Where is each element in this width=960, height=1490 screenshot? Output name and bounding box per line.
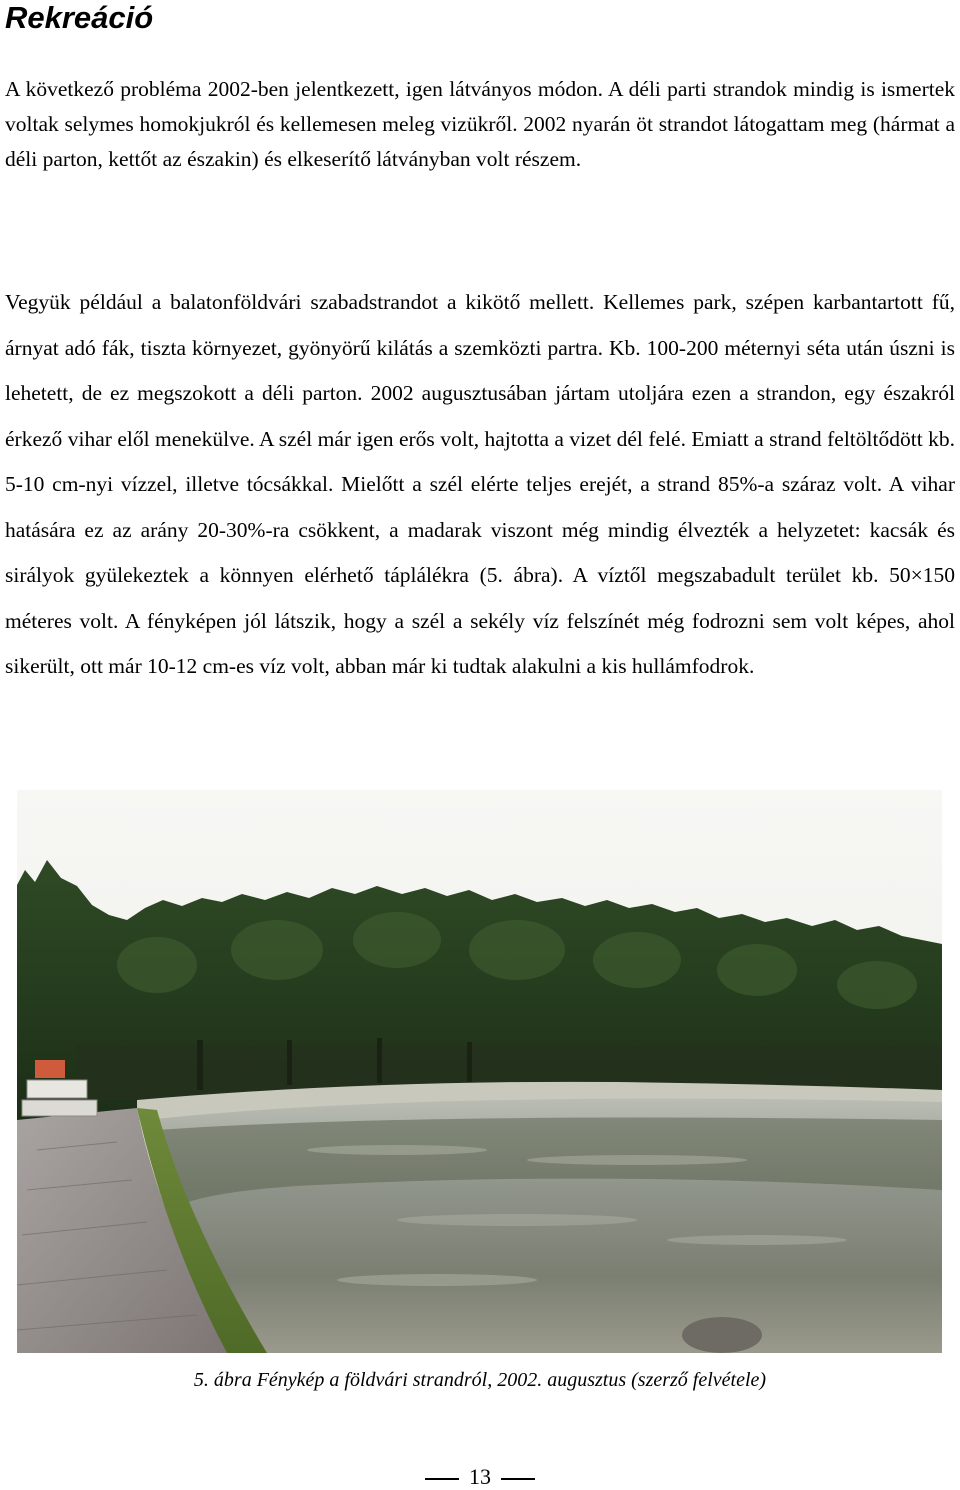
right-dash	[501, 1478, 535, 1480]
page-number: 13	[469, 1464, 491, 1489]
section-title: Rekreáció	[5, 0, 154, 35]
left-dash	[425, 1478, 459, 1480]
page-number-footer	[0, 1464, 960, 1490]
rock	[682, 1317, 762, 1353]
paragraph-balatonfoldvar: Vegyük például a balatonföldvári szabadstrandot a kikötő mellett. Kellemes park, szépen karbantartott fű, árnyat adó fák, tiszta környezet, gyönyörű kilátás a szemközti partra. Kb. 100-200 méternyi séta után úszni is lehetett, de ez megszokott a déli parton. 2002 augusztusában jártam utoljára ezen a strandon, egy északról érkező vihar elől menekülve. A szél már igen erős volt, hajtotta a vizet dél felé. Emiatt a strand feltöltődött kb. 5-10 cm-nyi vízzel, illetve tócsákkal. Mielőtt a szél elérte teljes erejét, a strand 85%-a száraz volt. A vihar hatására ez az arány 20-30%-ra csökkent, a madarak viszont még mindig élvezték a helyzetet: kacsák és sirályok gyülekeztek a könnyen elérhető táplálékra (5. ábra). A víztől megszabadult terület kb. 50×150 méteres volt. A fényképen jól látszik, hogy a szél a sekély víz felszínét még fodrozni sem volt képes, ahol sikerült, ott már 10-12 cm-es víz volt, abban már ki tudtak alakulni a kis hullámfodrok.	[5, 290, 955, 678]
figure-caption: 5. ábra Fénykép a földvári strandról, 2002. augusztus (szerző felvétele)	[193, 1369, 767, 1391]
paragraph-intro: A következő probléma 2002-ben jelentkezett, igen látványos módon. A déli parti strandok mindig is ismertek voltak selymes homokjukról és kellemesen meleg vizükről. 2002 nyarán öt strandot látogattam meg (hármat a déli parton, kettőt az északin) és elkeserítő látványban volt részem.	[5, 77, 955, 171]
beach-photograph	[17, 790, 942, 1353]
